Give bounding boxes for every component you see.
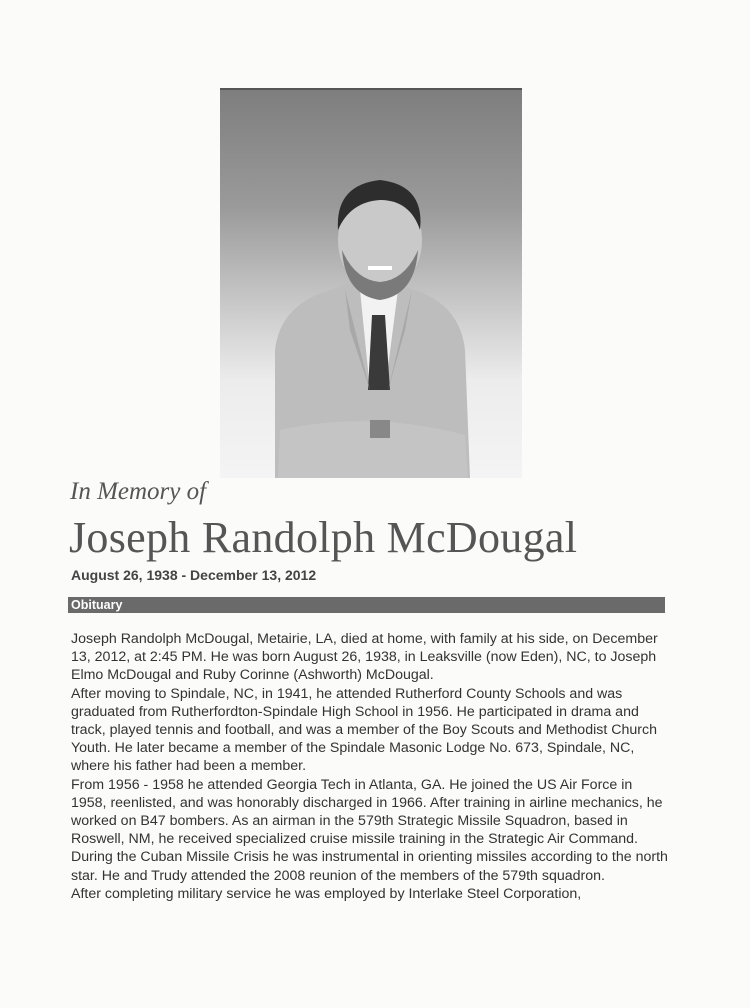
obituary-section-label: Obituary (71, 598, 123, 612)
obituary-paragraph: Joseph Randolph McDougal, Metairie, LA, died at home, with family at his side, on December 13, 2012, at 2:45 PM. He was born August 26, 1938, in Leaksville (now Eden), NC, to Joseph Elmo McDougal and Ruby Corinne (Ashworth) McDougal. (71, 631, 658, 684)
obituary-paragraph: After moving to Spindale, NC, in 1941, he attended Rutherford County Schools and was graduated from Rutherfordton-Spindale High School in 1956. He participated in drama and track, played tennis and football, and was a member of the Boy Scouts and Methodist Church Youth. He later became a member of the Spindale Masonic Lodge No. 673, Spindale, NC, where his father had been a member. (71, 685, 657, 775)
deceased-name: Joseph Randolph McDougal (69, 513, 578, 562)
portrait-illustration (220, 90, 522, 478)
portrait-photo (220, 88, 522, 478)
obituary-body (71, 630, 671, 903)
life-dates: August 26, 1938 - December 13, 2012 (71, 567, 317, 583)
obituary-paragraph: From 1956 - 1958 he attended Georgia Tech in Atlanta, GA. He joined the US Air Force in 1958, reenlisted, and was honorably discharged in 1966. After training in airline mechanics, he worked on B47 bombers. As an airman in the 579th Strategic Missile Squadron, based in Roswell, NM, he received specialized cruise missile training in the Strategic Air Command. During the Cuban Missile Crisis he was instrumental in orienting missiles according to the north star. He and Trudy attended the 2008 reunion of the members of the 579th squadron. (71, 776, 668, 884)
obituary-section-bar (68, 597, 665, 613)
obituary-paragraph: After completing military service he was employed by Interlake Steel Corporation, (71, 885, 582, 902)
in-memory-heading: In Memory of (70, 478, 207, 505)
